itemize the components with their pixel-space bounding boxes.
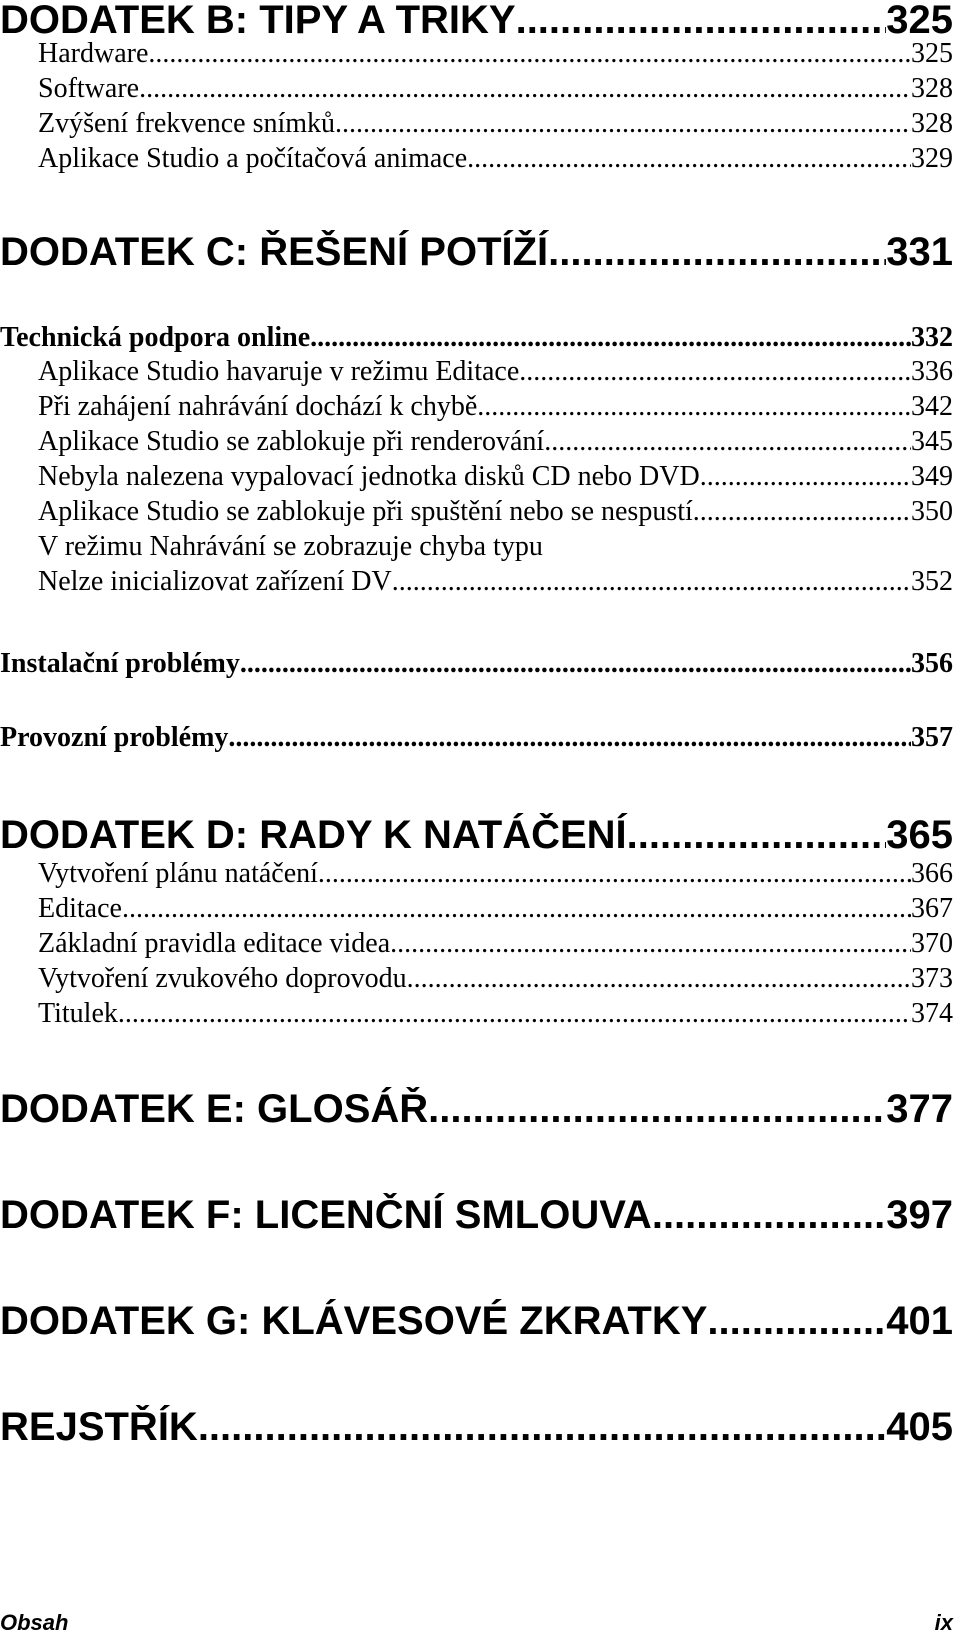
section-page: 357	[911, 722, 953, 753]
section-label: Technická podpora online	[0, 322, 311, 353]
entry-label: Aplikace Studio a počítačová animace	[38, 143, 468, 174]
chapter-page: 405	[886, 1405, 953, 1449]
entry-page: 336	[911, 356, 953, 387]
chapter-title: DODATEK G: KLÁVESOVÉ ZKRATKY	[0, 1299, 708, 1343]
section-page: 332	[911, 322, 953, 353]
dot-leader	[228, 722, 911, 754]
entry-label: Při zahájení nahrávání dochází k chybě	[38, 391, 478, 422]
entry-label: Software	[38, 73, 140, 104]
toc-entry[interactable]	[38, 928, 953, 960]
entry-label: Základní pravidla editace videa	[38, 928, 391, 959]
dot-leader	[310, 322, 911, 354]
dot-leader	[122, 893, 911, 925]
footer-page-number: ix	[934, 1610, 953, 1635]
entry-page: 349	[911, 461, 953, 492]
entry-label: Editace	[38, 893, 122, 924]
entry-page: 350	[911, 496, 953, 527]
dot-leader	[118, 998, 911, 1030]
entry-page: 325	[911, 38, 953, 69]
entry-page: 352	[911, 566, 953, 597]
dot-leader	[544, 426, 911, 458]
dot-leader	[548, 230, 886, 275]
chapter-title: DODATEK E: GLOSÁŘ	[0, 1087, 429, 1131]
chapter-page: 377	[886, 1087, 953, 1131]
chapter-title: DODATEK D: RADY K NATÁČENÍ	[0, 813, 627, 857]
chapter-title: REJSTŘÍK	[0, 1405, 198, 1449]
toc-chapter-c[interactable]	[0, 230, 953, 275]
dot-leader	[198, 1405, 886, 1450]
entry-label: Aplikace Studio se zablokuje při renderování	[38, 426, 545, 457]
toc-entry[interactable]	[38, 391, 953, 423]
toc-entry[interactable]	[38, 963, 953, 995]
entry-page: 374	[911, 998, 953, 1029]
chapter-page: 331	[886, 230, 953, 274]
footer-section-name: Obsah	[0, 1610, 69, 1635]
toc-section-operation[interactable]	[0, 722, 953, 754]
chapter-title: DODATEK C: ŘEŠENÍ POTÍŽÍ	[0, 230, 549, 274]
chapter-title: DODATEK B: TIPY A TRIKY	[0, 0, 516, 42]
section-label: Instalační problémy	[0, 648, 240, 679]
dot-leader	[148, 38, 911, 70]
dot-leader	[467, 143, 911, 175]
toc-entry[interactable]	[38, 108, 953, 140]
toc-chapter-d[interactable]	[0, 813, 953, 858]
toc-entry[interactable]	[38, 38, 953, 70]
toc-section-online[interactable]	[0, 322, 953, 354]
entry-label: Aplikace Studio havaruje v režimu Editace	[38, 356, 520, 387]
dot-leader	[139, 73, 911, 105]
toc-chapter-b[interactable]	[0, 0, 953, 43]
entry-label: Vytvoření zvukového doprovodu	[38, 963, 407, 994]
toc-entry[interactable]	[38, 461, 953, 493]
dot-leader	[700, 461, 911, 493]
entry-page: 373	[911, 963, 953, 994]
dot-leader	[428, 1087, 886, 1132]
toc-entry[interactable]	[38, 426, 953, 458]
entry-page: 328	[911, 73, 953, 104]
dot-leader	[240, 648, 911, 680]
entry-label: Aplikace Studio se zablokuje při spuštění nebo se nespustí	[38, 496, 693, 527]
toc-entry[interactable]	[38, 73, 953, 105]
chapter-title: DODATEK F: LICENČNÍ SMLOUVA	[0, 1193, 652, 1237]
dot-leader	[318, 858, 911, 890]
entry-label: Nelze inicializovat zařízení DV	[38, 566, 392, 597]
dot-leader	[693, 496, 911, 528]
toc-entry[interactable]	[38, 998, 953, 1030]
entry-page: 366	[911, 858, 953, 889]
toc-entry[interactable]	[38, 893, 953, 925]
dot-leader	[519, 356, 911, 388]
dot-leader	[707, 1299, 886, 1344]
toc-entry[interactable]	[38, 143, 953, 175]
entry-page: 345	[911, 426, 953, 457]
toc-chapter-g[interactable]	[0, 1299, 953, 1344]
toc-entry-line1[interactable]: V režimu Nahrávání se zobrazuje chyba typu	[38, 531, 543, 562]
chapter-page: 397	[886, 1193, 953, 1237]
toc-chapter-index[interactable]	[0, 1405, 953, 1450]
dot-leader	[627, 813, 887, 858]
entry-label: Nebyla nalezena vypalovací jednotka disků CD nebo DVD	[38, 461, 700, 492]
entry-page: 367	[911, 893, 953, 924]
chapter-page: 365	[886, 813, 953, 857]
section-label: Provozní problémy	[0, 722, 229, 753]
entry-label: Titulek	[38, 998, 118, 1029]
entry-label: Hardware	[38, 38, 149, 69]
dot-leader	[407, 963, 911, 995]
entry-label: Vytvoření plánu natáčení	[38, 858, 318, 889]
toc-entry[interactable]	[38, 496, 953, 528]
entry-page: 328	[911, 108, 953, 139]
entry-page: 370	[911, 928, 953, 959]
chapter-page: 325	[886, 0, 953, 42]
dot-leader	[516, 0, 887, 43]
entry-page: 329	[911, 143, 953, 174]
section-page: 356	[911, 648, 953, 679]
toc-entry[interactable]	[38, 566, 953, 598]
dot-leader	[392, 566, 911, 598]
toc-section-install[interactable]	[0, 648, 953, 680]
chapter-page: 401	[886, 1299, 953, 1343]
dot-leader	[477, 391, 911, 423]
toc-chapter-e[interactable]	[0, 1087, 953, 1132]
entry-page: 342	[911, 391, 953, 422]
toc-entry[interactable]	[38, 356, 953, 388]
toc-entry[interactable]	[38, 858, 953, 890]
dot-leader	[390, 928, 911, 960]
toc-chapter-f[interactable]	[0, 1193, 953, 1238]
entry-label: Zvýšení frekvence snímků	[38, 108, 336, 139]
dot-leader	[335, 108, 911, 140]
dot-leader	[652, 1193, 886, 1238]
